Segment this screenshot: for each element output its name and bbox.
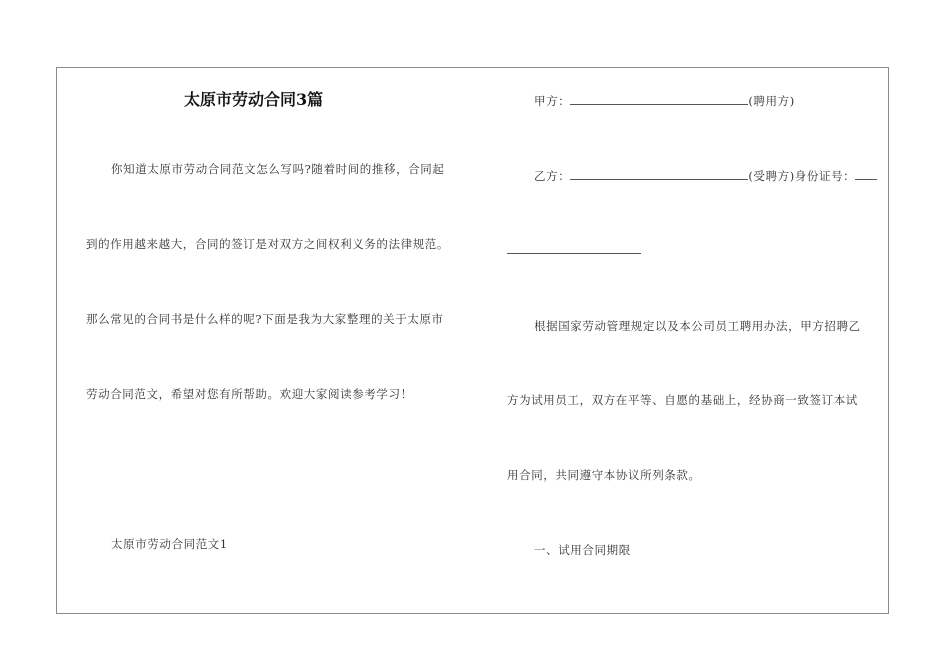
page-frame: [56, 67, 889, 614]
id-number-blank: [855, 168, 877, 180]
body-line-2: 方为试用员工，双方在平等、自愿的基础上，经协商一致签订本试: [507, 393, 858, 407]
party-a-line: [534, 93, 795, 109]
section-heading: 太原市劳动合同范文1: [111, 537, 228, 551]
intro-line-3: 那么常见的合同书是什么样的呢?下面是我为大家整理的关于太原市: [86, 312, 444, 326]
party-b-suffix: (受聘方)身份证号：: [748, 169, 856, 183]
intro-line-1: 你知道太原市劳动合同范文怎么写吗?随着时间的推移，合同起: [111, 162, 445, 176]
party-b-line: [534, 168, 877, 184]
body-line-1: 根据国家劳动管理规定以及本公司员工聘用办法，甲方招聘乙: [534, 319, 861, 333]
document-title: 太原市劳动合同3篇: [184, 90, 324, 109]
party-a-suffix: (聘用方): [748, 94, 795, 108]
id-number-continuation-blank: [507, 253, 641, 254]
party-b-blank: [570, 168, 748, 180]
party-a-label: 甲方：: [534, 94, 571, 108]
party-a-blank: [570, 93, 748, 105]
body-line-3: 用合同，共同遵守本协议所列条款。: [507, 468, 701, 482]
intro-line-2: 到的作用越来越大，合同的签订是对双方之间权利义务的法律规范。: [86, 237, 449, 251]
party-b-label: 乙方：: [534, 169, 571, 183]
clause-heading: 一、试用合同期限: [534, 543, 631, 557]
intro-line-4: 劳动合同范文，希望对您有所帮助。欢迎大家阅读参考学习！: [86, 387, 413, 401]
